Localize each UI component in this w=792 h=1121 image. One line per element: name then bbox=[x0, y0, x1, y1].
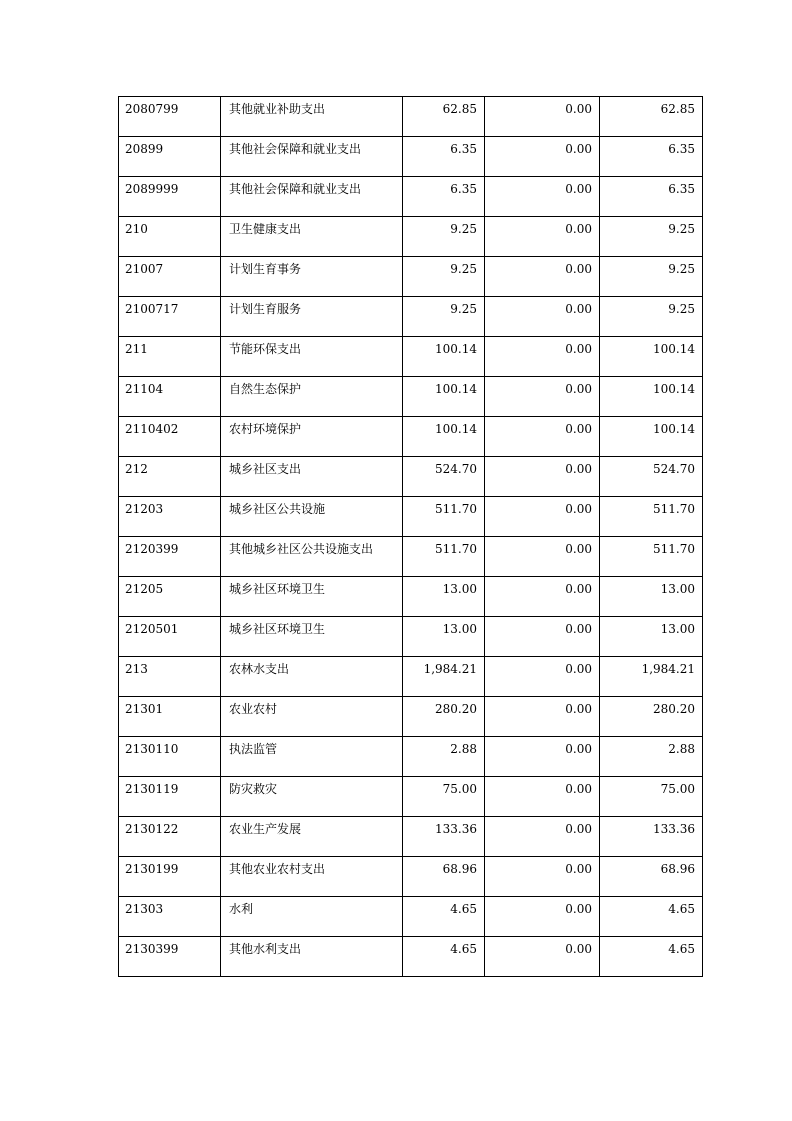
cell-amount-last bbox=[600, 297, 703, 337]
cell-amount-total-text: 100.14 bbox=[435, 382, 477, 396]
cell-amount-total bbox=[403, 657, 485, 697]
cell-amount-middle bbox=[485, 257, 600, 297]
table-row bbox=[119, 177, 703, 217]
cell-amount-total bbox=[403, 457, 485, 497]
cell-amount-last bbox=[600, 577, 703, 617]
cell-name bbox=[221, 937, 403, 977]
cell-amount-middle bbox=[485, 657, 600, 697]
cell-name-text: 城乡社区环境卫生 bbox=[229, 582, 326, 596]
cell-code-text: 21301 bbox=[125, 702, 164, 716]
cell-code bbox=[119, 257, 221, 297]
cell-name-text: 农业生产发展 bbox=[229, 822, 302, 836]
cell-code bbox=[119, 617, 221, 657]
cell-amount-total bbox=[403, 337, 485, 377]
cell-amount-total bbox=[403, 937, 485, 977]
cell-amount-middle bbox=[485, 217, 600, 257]
cell-amount-last-text: 100.14 bbox=[653, 342, 695, 356]
cell-name-text: 计划生育服务 bbox=[229, 302, 302, 316]
cell-code bbox=[119, 217, 221, 257]
table-row bbox=[119, 257, 703, 297]
cell-name bbox=[221, 537, 403, 577]
cell-code-text: 210 bbox=[125, 222, 148, 236]
cell-amount-last-text: 6.35 bbox=[668, 182, 695, 196]
cell-name bbox=[221, 377, 403, 417]
cell-amount-middle bbox=[485, 777, 600, 817]
cell-amount-last-text: 9.25 bbox=[668, 262, 695, 276]
cell-amount-total-text: 4.65 bbox=[450, 902, 477, 916]
cell-code bbox=[119, 657, 221, 697]
cell-amount-middle-text: 0.00 bbox=[565, 142, 592, 156]
cell-amount-middle bbox=[485, 737, 600, 777]
cell-amount-total-text: 100.14 bbox=[435, 342, 477, 356]
cell-amount-last-text: 6.35 bbox=[668, 142, 695, 156]
cell-amount-middle-text: 0.00 bbox=[565, 782, 592, 796]
cell-code bbox=[119, 497, 221, 537]
cell-code bbox=[119, 697, 221, 737]
cell-amount-middle bbox=[485, 497, 600, 537]
cell-amount-last-text: 511.70 bbox=[653, 502, 695, 516]
table-row bbox=[119, 657, 703, 697]
table-row bbox=[119, 377, 703, 417]
cell-code-text: 2130399 bbox=[125, 942, 179, 956]
cell-amount-total-text: 9.25 bbox=[450, 222, 477, 236]
cell-code-text: 21007 bbox=[125, 262, 164, 276]
cell-amount-total-text: 68.96 bbox=[442, 862, 477, 876]
cell-name bbox=[221, 417, 403, 457]
cell-name bbox=[221, 257, 403, 297]
cell-name-text: 执法监管 bbox=[229, 742, 278, 756]
cell-amount-middle bbox=[485, 937, 600, 977]
cell-code bbox=[119, 857, 221, 897]
cell-amount-total bbox=[403, 257, 485, 297]
cell-code bbox=[119, 297, 221, 337]
cell-amount-last bbox=[600, 497, 703, 537]
cell-code bbox=[119, 777, 221, 817]
cell-amount-middle bbox=[485, 857, 600, 897]
cell-name-text: 其他社会保障和就业支出 bbox=[229, 182, 362, 196]
cell-name-text: 其他就业补助支出 bbox=[229, 102, 326, 116]
cell-amount-total bbox=[403, 97, 485, 137]
cell-amount-last bbox=[600, 337, 703, 377]
cell-code-text: 2120399 bbox=[125, 542, 179, 556]
table-row bbox=[119, 577, 703, 617]
cell-name bbox=[221, 697, 403, 737]
cell-amount-total bbox=[403, 297, 485, 337]
cell-code-text: 20899 bbox=[125, 142, 164, 156]
cell-code bbox=[119, 97, 221, 137]
cell-name bbox=[221, 617, 403, 657]
cell-amount-last bbox=[600, 737, 703, 777]
cell-amount-total bbox=[403, 377, 485, 417]
cell-name-text: 其他社会保障和就业支出 bbox=[229, 142, 362, 156]
cell-amount-middle-text: 0.00 bbox=[565, 102, 592, 116]
cell-name-text: 卫生健康支出 bbox=[229, 222, 302, 236]
cell-amount-total bbox=[403, 817, 485, 857]
cell-amount-middle-text: 0.00 bbox=[565, 342, 592, 356]
cell-amount-middle-text: 0.00 bbox=[565, 622, 592, 636]
cell-name bbox=[221, 857, 403, 897]
cell-code bbox=[119, 937, 221, 977]
cell-code bbox=[119, 457, 221, 497]
cell-name-text: 其他水利支出 bbox=[229, 942, 302, 956]
cell-amount-last-text: 100.14 bbox=[653, 382, 695, 396]
cell-amount-middle-text: 0.00 bbox=[565, 582, 592, 596]
cell-amount-last bbox=[600, 377, 703, 417]
cell-code-text: 2100717 bbox=[125, 302, 179, 316]
cell-name-text: 其他城乡社区公共设施支出 bbox=[229, 542, 374, 556]
cell-code bbox=[119, 337, 221, 377]
cell-amount-total bbox=[403, 417, 485, 457]
table-row bbox=[119, 137, 703, 177]
cell-amount-total-text: 9.25 bbox=[450, 262, 477, 276]
cell-amount-middle-text: 0.00 bbox=[565, 502, 592, 516]
cell-name bbox=[221, 777, 403, 817]
cell-code-text: 21303 bbox=[125, 902, 164, 916]
cell-amount-total-text: 280.20 bbox=[435, 702, 477, 716]
cell-amount-last bbox=[600, 897, 703, 937]
cell-code-text: 21203 bbox=[125, 502, 164, 516]
cell-amount-middle-text: 0.00 bbox=[565, 902, 592, 916]
cell-name bbox=[221, 337, 403, 377]
cell-code bbox=[119, 737, 221, 777]
cell-amount-middle bbox=[485, 537, 600, 577]
cell-amount-last-text: 133.36 bbox=[653, 822, 695, 836]
cell-amount-total-text: 6.35 bbox=[450, 182, 477, 196]
cell-amount-middle bbox=[485, 337, 600, 377]
table-row bbox=[119, 697, 703, 737]
cell-amount-last-text: 68.96 bbox=[660, 862, 695, 876]
cell-amount-last-text: 280.20 bbox=[653, 702, 695, 716]
cell-amount-last bbox=[600, 457, 703, 497]
cell-amount-middle-text: 0.00 bbox=[565, 862, 592, 876]
cell-amount-total bbox=[403, 497, 485, 537]
cell-amount-last bbox=[600, 777, 703, 817]
table-row bbox=[119, 497, 703, 537]
cell-code-text: 2120501 bbox=[125, 622, 179, 636]
cell-amount-middle-text: 0.00 bbox=[565, 742, 592, 756]
cell-amount-total-text: 9.25 bbox=[450, 302, 477, 316]
budget-table bbox=[118, 96, 703, 977]
cell-amount-last-text: 62.85 bbox=[660, 102, 695, 116]
cell-amount-last bbox=[600, 417, 703, 457]
cell-name-text: 农村环境保护 bbox=[229, 422, 302, 436]
cell-amount-last bbox=[600, 137, 703, 177]
cell-name bbox=[221, 737, 403, 777]
cell-name-text: 城乡社区支出 bbox=[229, 462, 302, 476]
cell-name-text: 防灾救灾 bbox=[229, 782, 278, 796]
cell-amount-last-text: 511.70 bbox=[653, 542, 695, 556]
cell-code-text: 2080799 bbox=[125, 102, 179, 116]
cell-amount-middle-text: 0.00 bbox=[565, 302, 592, 316]
cell-amount-total bbox=[403, 617, 485, 657]
cell-amount-total bbox=[403, 177, 485, 217]
cell-name-text: 城乡社区环境卫生 bbox=[229, 622, 326, 636]
cell-amount-middle bbox=[485, 177, 600, 217]
cell-amount-total-text: 75.00 bbox=[442, 782, 477, 796]
cell-amount-last bbox=[600, 657, 703, 697]
cell-amount-total-text: 133.36 bbox=[435, 822, 477, 836]
cell-amount-middle-text: 0.00 bbox=[565, 662, 592, 676]
cell-amount-last-text: 4.65 bbox=[668, 902, 695, 916]
cell-amount-total-text: 4.65 bbox=[450, 942, 477, 956]
cell-name bbox=[221, 817, 403, 857]
cell-amount-last-text: 9.25 bbox=[668, 302, 695, 316]
cell-name-text: 农林水支出 bbox=[229, 662, 290, 676]
cell-amount-last bbox=[600, 937, 703, 977]
cell-amount-last-text: 4.65 bbox=[668, 942, 695, 956]
table-row bbox=[119, 417, 703, 457]
cell-amount-last bbox=[600, 537, 703, 577]
cell-name bbox=[221, 137, 403, 177]
cell-code-text: 2130199 bbox=[125, 862, 179, 876]
cell-amount-last bbox=[600, 97, 703, 137]
cell-name bbox=[221, 177, 403, 217]
cell-amount-middle-text: 0.00 bbox=[565, 462, 592, 476]
cell-name-text: 节能环保支出 bbox=[229, 342, 302, 356]
cell-amount-total bbox=[403, 697, 485, 737]
cell-code-text: 2089999 bbox=[125, 182, 179, 196]
cell-name bbox=[221, 457, 403, 497]
cell-amount-total-text: 13.00 bbox=[442, 582, 477, 596]
cell-code-text: 21205 bbox=[125, 582, 164, 596]
cell-code-text: 212 bbox=[125, 462, 148, 476]
cell-amount-total-text: 511.70 bbox=[435, 542, 477, 556]
cell-code bbox=[119, 177, 221, 217]
table-row bbox=[119, 817, 703, 857]
cell-amount-middle bbox=[485, 377, 600, 417]
cell-amount-middle-text: 0.00 bbox=[565, 382, 592, 396]
cell-name-text: 农业农村 bbox=[229, 702, 278, 716]
cell-amount-total bbox=[403, 537, 485, 577]
cell-name bbox=[221, 497, 403, 537]
cell-amount-middle-text: 0.00 bbox=[565, 542, 592, 556]
cell-name bbox=[221, 97, 403, 137]
table-row bbox=[119, 737, 703, 777]
cell-code bbox=[119, 377, 221, 417]
cell-amount-last-text: 100.14 bbox=[653, 422, 695, 436]
cell-name-text: 其他农业农村支出 bbox=[229, 862, 326, 876]
cell-code-text: 2130110 bbox=[125, 742, 179, 756]
cell-amount-total-text: 100.14 bbox=[435, 422, 477, 436]
cell-amount-middle bbox=[485, 817, 600, 857]
cell-amount-last-text: 1,984.21 bbox=[641, 662, 695, 676]
cell-name-text: 城乡社区公共设施 bbox=[229, 502, 326, 516]
cell-amount-middle bbox=[485, 417, 600, 457]
cell-code-text: 21104 bbox=[125, 382, 164, 396]
cell-amount-middle bbox=[485, 577, 600, 617]
cell-amount-last-text: 9.25 bbox=[668, 222, 695, 236]
cell-amount-total bbox=[403, 857, 485, 897]
cell-amount-total-text: 1,984.21 bbox=[423, 662, 477, 676]
cell-amount-last-text: 13.00 bbox=[660, 622, 695, 636]
cell-amount-last bbox=[600, 177, 703, 217]
cell-amount-middle-text: 0.00 bbox=[565, 702, 592, 716]
cell-amount-middle-text: 0.00 bbox=[565, 182, 592, 196]
cell-code bbox=[119, 897, 221, 937]
cell-amount-total bbox=[403, 897, 485, 937]
cell-code bbox=[119, 817, 221, 857]
cell-amount-last bbox=[600, 617, 703, 657]
cell-name bbox=[221, 897, 403, 937]
cell-name-text: 水利 bbox=[229, 902, 254, 916]
cell-name-text: 自然生态保护 bbox=[229, 382, 302, 396]
cell-amount-last bbox=[600, 697, 703, 737]
table-row bbox=[119, 217, 703, 257]
table-row bbox=[119, 337, 703, 377]
cell-amount-total-text: 524.70 bbox=[435, 462, 477, 476]
cell-amount-last-text: 524.70 bbox=[653, 462, 695, 476]
cell-amount-last bbox=[600, 817, 703, 857]
cell-name bbox=[221, 577, 403, 617]
cell-amount-total-text: 2.88 bbox=[450, 742, 477, 756]
table-row bbox=[119, 857, 703, 897]
cell-amount-last bbox=[600, 857, 703, 897]
cell-amount-middle bbox=[485, 457, 600, 497]
cell-amount-middle-text: 0.00 bbox=[565, 822, 592, 836]
table-row bbox=[119, 937, 703, 977]
cell-amount-middle bbox=[485, 97, 600, 137]
cell-code-text: 2130119 bbox=[125, 782, 179, 796]
table-row bbox=[119, 617, 703, 657]
cell-amount-middle bbox=[485, 697, 600, 737]
cell-code-text: 2110402 bbox=[125, 422, 179, 436]
cell-name bbox=[221, 657, 403, 697]
cell-amount-middle bbox=[485, 617, 600, 657]
cell-amount-total bbox=[403, 217, 485, 257]
cell-amount-middle-text: 0.00 bbox=[565, 222, 592, 236]
table-row bbox=[119, 897, 703, 937]
cell-code bbox=[119, 417, 221, 457]
cell-amount-middle bbox=[485, 897, 600, 937]
table-row bbox=[119, 457, 703, 497]
budget-table-body bbox=[119, 97, 703, 977]
cell-amount-total bbox=[403, 777, 485, 817]
cell-amount-middle bbox=[485, 297, 600, 337]
cell-amount-last bbox=[600, 257, 703, 297]
cell-name bbox=[221, 217, 403, 257]
cell-name bbox=[221, 297, 403, 337]
cell-code bbox=[119, 577, 221, 617]
table-row bbox=[119, 97, 703, 137]
cell-amount-last bbox=[600, 217, 703, 257]
cell-amount-middle-text: 0.00 bbox=[565, 262, 592, 276]
cell-name-text: 计划生育事务 bbox=[229, 262, 302, 276]
cell-amount-middle-text: 0.00 bbox=[565, 422, 592, 436]
cell-amount-total-text: 511.70 bbox=[435, 502, 477, 516]
table-row bbox=[119, 537, 703, 577]
cell-code-text: 2130122 bbox=[125, 822, 179, 836]
table-row bbox=[119, 777, 703, 817]
cell-code-text: 213 bbox=[125, 662, 148, 676]
cell-amount-total bbox=[403, 577, 485, 617]
cell-amount-last-text: 75.00 bbox=[660, 782, 695, 796]
cell-code bbox=[119, 537, 221, 577]
cell-amount-middle bbox=[485, 137, 600, 177]
table-row bbox=[119, 297, 703, 337]
cell-code-text: 211 bbox=[125, 342, 148, 356]
cell-amount-last-text: 2.88 bbox=[668, 742, 695, 756]
cell-code bbox=[119, 137, 221, 177]
cell-amount-total-text: 6.35 bbox=[450, 142, 477, 156]
cell-amount-total bbox=[403, 137, 485, 177]
cell-amount-last-text: 13.00 bbox=[660, 582, 695, 596]
cell-amount-total-text: 13.00 bbox=[442, 622, 477, 636]
cell-amount-middle-text: 0.00 bbox=[565, 942, 592, 956]
cell-amount-total bbox=[403, 737, 485, 777]
cell-amount-total-text: 62.85 bbox=[442, 102, 477, 116]
